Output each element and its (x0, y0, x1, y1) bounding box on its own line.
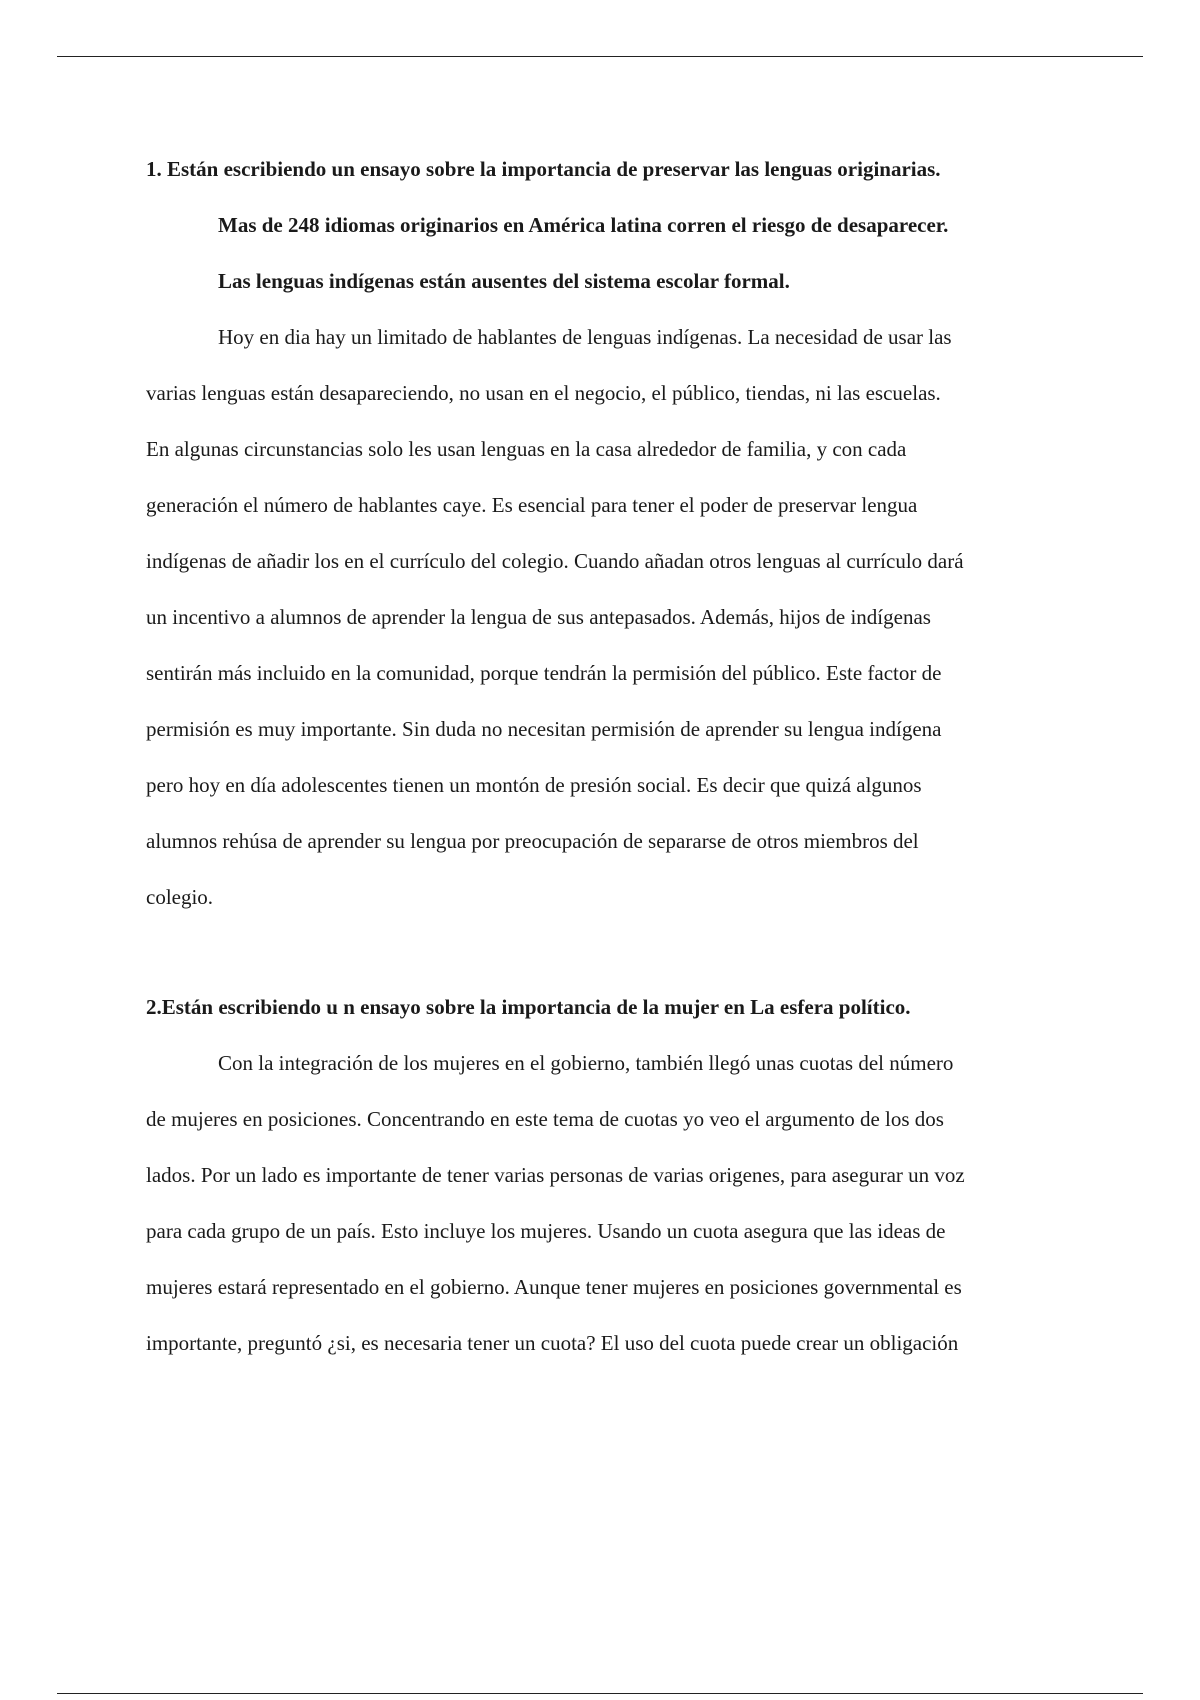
paragraph-line: indígenas de añadir los en el currículo del colegio. Cuando añadan otros lenguas al currículo dará (146, 549, 964, 573)
paragraph-line: lados. Por un lado es importante de tener varias personas de varias origenes, para asegurar un voz (146, 1163, 965, 1187)
section-1-paragraph (146, 309, 1106, 925)
section-gap (146, 925, 1106, 979)
section-1 (146, 141, 1106, 925)
paragraph-line: pero hoy en día adolescentes tienen un montón de presión social. Es decir que quizá algunos (146, 773, 922, 797)
paragraph-line: mujeres estará representado en el gobierno. Aunque tener mujeres en posiciones governmental es (146, 1275, 962, 1299)
section-2-paragraph (146, 1035, 1106, 1371)
paragraph-line: importante, preguntó ¿si, es necesaria tener un cuota? El uso del cuota puede crear un obligación (146, 1331, 959, 1355)
paragraph-line: alumnos rehúsa de aprender su lengua por preocupación de separarse de otros miembros del (146, 829, 919, 853)
paragraph-line: Hoy en dia hay un limitado de hablantes de lenguas indígenas. La necesidad de usar las (218, 325, 952, 349)
section-2 (146, 979, 1106, 1371)
document-body (146, 141, 1106, 1371)
paragraph-line: varias lenguas están desapareciendo, no usan en el negocio, el público, tiendas, ni las escuelas. (146, 381, 941, 405)
top-rule (57, 56, 1143, 57)
section-1-heading: 1. Están escribiendo un ensayo sobre la importancia de preservar las lenguas originarias. (146, 157, 941, 181)
paragraph-line: generación el número de hablantes caye. Es esencial para tener el poder de preservar lengua (146, 493, 918, 517)
paragraph-line: colegio. (146, 885, 214, 909)
section-2-heading: 2.Están escribiendo u n ensayo sobre la importancia de la mujer en La esfera político. (146, 995, 911, 1019)
paragraph-line: En algunas circunstancias solo les usan lenguas en la casa alrededor de familia, y con cada (146, 437, 907, 461)
paragraph-line: Con la integración de los mujeres en el gobierno, también llegó unas cuotas del número (218, 1051, 954, 1075)
section-1-subpoint: Mas de 248 idiomas originarios en América latina corren el riesgo de desaparecer. (218, 213, 949, 237)
bottom-rule (57, 1693, 1143, 1694)
paragraph-line: un incentivo a alumnos de aprender la lengua de sus antepasados. Además, hijos de indígenas (146, 605, 931, 629)
paragraph-line: permisión es muy importante. Sin duda no necesitan permisión de aprender su lengua indígena (146, 717, 942, 741)
section-1-subpoint: Las lenguas indígenas están ausentes del sistema escolar formal. (218, 269, 790, 293)
paragraph-line: para cada grupo de un país. Esto incluye los mujeres. Usando un cuota asegura que las ideas de (146, 1219, 946, 1243)
paragraph-line: de mujeres en posiciones. Concentrando en este tema de cuotas yo veo el argumento de los dos (146, 1107, 944, 1131)
paragraph-line: sentirán más incluido en la comunidad, porque tendrán la permisión del público. Este factor de (146, 661, 942, 685)
